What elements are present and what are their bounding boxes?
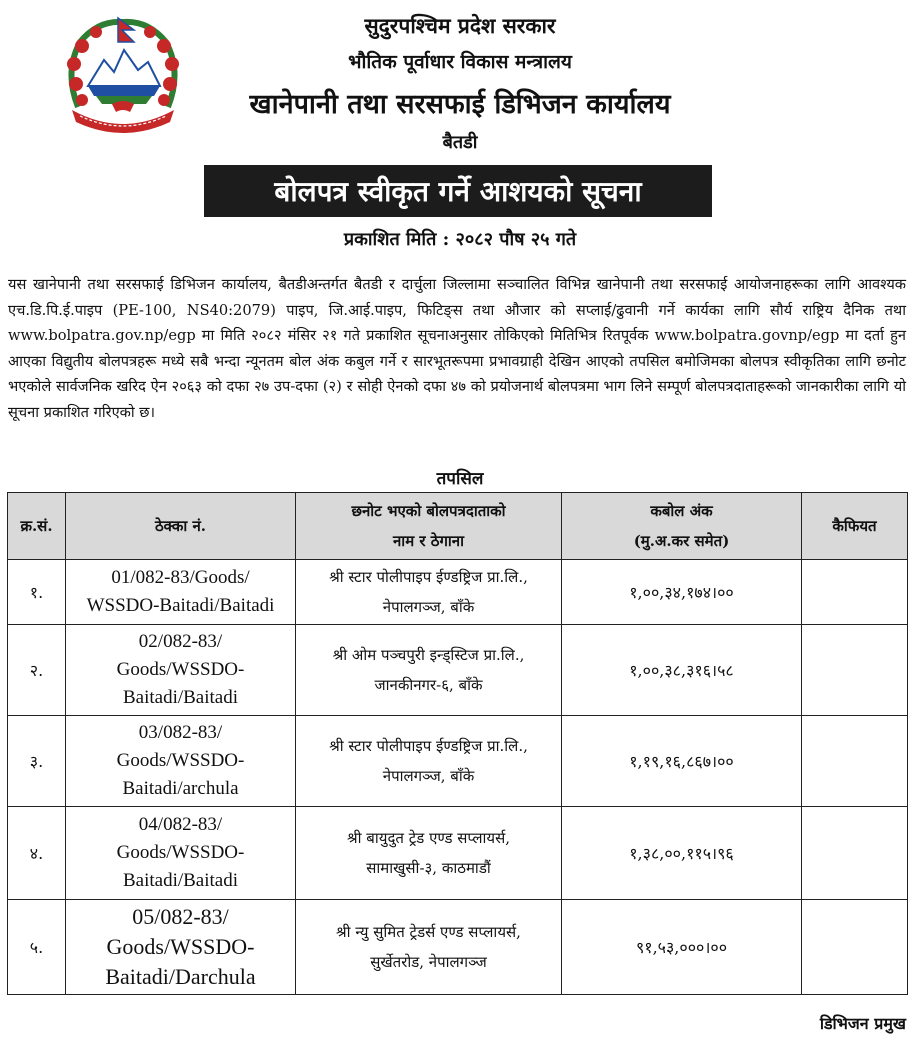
contract-line: 02/082-83/ <box>138 631 223 652</box>
row-bidder <box>296 807 562 900</box>
row-remarks <box>802 560 908 625</box>
bidder-name: श्री स्टार पोलीपाइप ईण्डष्ट्रिज प्रा.लि., <box>329 737 528 755</box>
government-name: सुदुरपश्चिम प्रदेश सरकार <box>364 13 556 38</box>
contract-line: Baitadi/Baitadi <box>122 870 239 891</box>
table-row <box>8 625 908 716</box>
notice-body: यस खानेपानी तथा सरसफाई डिभिजन कार्यालय, बैतडीअन्तर्गत बैतडी र दार्चुला जिल्लामा सञ्चालित विभिन्न खानेपानी तथा सरसफाई आयोजनाहरूका लागि आवश्यक एच.डि.पि.ई.पाइप (PE-100, NS40:2079) पाइप, जि.आई.पाइप, फिटिङ्स तथा औजार को सप्लाई/ढुवानी गर्ने कार्यका लागि सौर्य राष्ट्रिय दैनिक तथा www.bolpatra.gov.np/egp मा मिति २०८२ मंसिर २१ गते प्रकाशित सूचनाअनुसार तोकिएको मितिभित्र रितपूर्वक www.bolpatra.govnp/egp मा दर्ता हुन आएका विद्युतीय बोलपत्रहरू मध्ये सबै भन्दा न्यूनतम बोल अंक कबुल गर्ने र सारभूतरूपमा प्रभावग्राही देखिन आएको तपसिल बमोजिमका बोलपत्र स्वीकृतिका लागि छनोट भएकोले सार्वजनिक खरिद ऐन २०६३ को दफा २७ उप-दफा (२) र सोही ऐनको दफा ४७ को प्रयोजनार्थ बोलपत्रमा भाग लिने सम्पूर्ण बोलपत्रदाताहरूको जानकारीका लागि यो सूचना प्रकाशित गरिएको छ। <box>8 276 906 421</box>
contract-line: 05/082-83/ <box>132 904 229 929</box>
col-header-amount-line1: कबोल अंक <box>650 502 713 520</box>
row-bidder <box>296 625 562 716</box>
office-location: बैतडी <box>442 132 478 153</box>
col-header-amount-line2: (मु.अ.कर समेत) <box>633 532 730 550</box>
row-amount: १,१९,१६,८६७।०० <box>562 716 802 807</box>
table-heading: तपसिल <box>436 469 484 489</box>
bidder-name: श्री स्टार पोलीपाइप ईण्डष्ट्रिज प्रा.लि., <box>329 568 528 586</box>
bidder-address: सुर्खेतरोड, नेपालगञ्ज <box>370 953 487 971</box>
notice-title: बोलपत्र स्वीकृत गर्ने आशयको सूचना <box>204 165 712 217</box>
bidder-name: श्री बायुदुत ट्रेड एण्ड सप्लायर्स, <box>347 829 510 847</box>
row-contract-no <box>66 716 296 807</box>
table-row <box>8 807 908 900</box>
table-row <box>8 560 908 625</box>
row-remarks <box>802 625 908 716</box>
contract-line: Goods/WSSDO- <box>106 934 255 959</box>
col-header-amount <box>562 493 802 560</box>
contract-line: Baitadi/archula <box>122 778 239 799</box>
signature-title: डिभिजन प्रमुख <box>819 1014 906 1033</box>
row-remarks <box>802 716 908 807</box>
bidder-address: नेपालगञ्ज, बाँके <box>382 767 475 785</box>
nepal-emblem-icon <box>58 12 188 134</box>
ministry-name: भौतिक पूर्वाधार विकास मन्त्रालय <box>348 51 572 73</box>
bidder-address: नेपालगञ्ज, बाँके <box>382 598 475 616</box>
row-contract-no <box>66 900 296 995</box>
contract-line: 01/082-83/Goods/ <box>111 567 250 588</box>
contract-line: Goods/WSSDO- <box>116 659 245 680</box>
col-header-bidder-line1: छनोट भएको बोलपत्रदाताको <box>351 502 506 520</box>
row-bidder <box>296 900 562 995</box>
contract-line: Baitadi/Baitadi <box>122 687 239 708</box>
contract-line: WSSDO-Baitadi/Baitadi <box>86 595 275 616</box>
row-amount: ९१,५३,०००।०० <box>562 900 802 995</box>
award-table <box>7 492 908 995</box>
row-bidder <box>296 716 562 807</box>
row-sn: १. <box>8 560 66 625</box>
row-remarks <box>802 807 908 900</box>
row-sn: २. <box>8 625 66 716</box>
contract-line: 03/082-83/ <box>138 722 223 743</box>
contract-line: Baitadi/Darchula <box>105 964 256 989</box>
bidder-address: जानकीनगर-६, बाँके <box>374 676 483 694</box>
row-amount: १,३८,००,११५।९६ <box>562 807 802 900</box>
row-sn: ४. <box>8 807 66 900</box>
col-header-bidder-line2: नाम र ठेगाना <box>392 532 464 550</box>
table-header-row <box>8 493 908 560</box>
row-sn: ३. <box>8 716 66 807</box>
col-header-sn: क्र.सं. <box>8 493 66 560</box>
col-header-bidder <box>296 493 562 560</box>
row-bidder <box>296 560 562 625</box>
row-contract-no <box>66 560 296 625</box>
bidder-name: श्री न्यु सुमित ट्रेडर्स एण्ड सप्लायर्स, <box>336 923 521 941</box>
col-header-remarks: कैफियत <box>802 493 908 560</box>
row-contract-no <box>66 625 296 716</box>
row-amount: १,००,३४,१७४।०० <box>562 560 802 625</box>
contract-line: Goods/WSSDO- <box>116 750 245 771</box>
row-remarks <box>802 900 908 995</box>
row-contract-no <box>66 807 296 900</box>
col-header-contract: ठेक्का नं. <box>66 493 296 560</box>
bidder-address: सामाखुसी-३, काठमाडौं <box>366 859 491 877</box>
contract-line: Goods/WSSDO- <box>116 842 245 863</box>
office-name: खानेपानी तथा सरसफाई डिभिजन कार्यालय <box>249 89 671 120</box>
row-sn: ५. <box>8 900 66 995</box>
contract-line: 04/082-83/ <box>138 814 223 835</box>
table-row <box>8 900 908 995</box>
table-row <box>8 716 908 807</box>
published-date: प्रकाशित मिति : २०८२ पौष २५ गते <box>343 229 577 250</box>
row-amount: १,००,३८,३१६।५८ <box>562 625 802 716</box>
bidder-name: श्री ओम पञ्चपुरी इन्ड्स्टिज प्रा.लि., <box>332 646 525 664</box>
